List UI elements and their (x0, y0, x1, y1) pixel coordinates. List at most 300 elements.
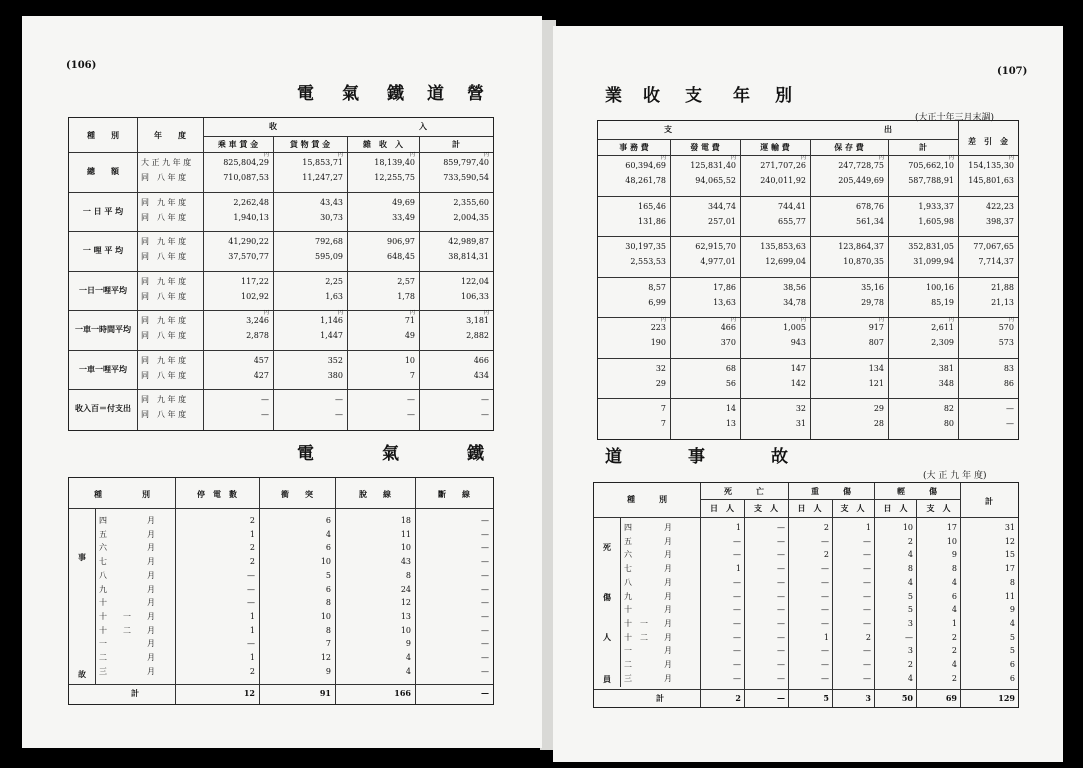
value-cell: 370 (720, 338, 736, 347)
left-mid-title-char: 電 (297, 444, 314, 464)
value-cell: — (777, 632, 785, 642)
value-cell: — (821, 536, 829, 546)
value-cell: 427 (253, 370, 269, 380)
row-group-label: 一 哩 平 均 (82, 245, 124, 255)
total-cell: 69 (945, 693, 957, 703)
value-cell: 34,78 (783, 297, 806, 307)
value-cell: — (777, 591, 785, 601)
value-cell: — (821, 660, 829, 669)
value-cell: 9 (951, 550, 957, 560)
value-cell: 2,882 (466, 331, 489, 340)
year-cell: 同 八 年 度 (141, 173, 187, 182)
value-cell: 457 (253, 355, 269, 365)
month-cell: 十 月 (624, 605, 672, 615)
column-rule (137, 118, 138, 430)
value-cell: 7,714,37 (978, 257, 1014, 266)
value-cell: 9 (405, 639, 411, 649)
value-cell: — (905, 632, 913, 642)
value-cell: — (777, 564, 785, 574)
value-cell: 5 (1009, 646, 1015, 656)
value-cell: 8 (951, 564, 957, 574)
column-header: 貨 物 賃 金 (289, 139, 331, 149)
value-cell: 1 (823, 632, 829, 642)
value-cell: 31 (795, 419, 806, 428)
column-header: 保 存 費 (834, 142, 864, 152)
month-cell: 十 二 月 (624, 632, 672, 642)
value-cell: 807 (868, 338, 884, 347)
side-label: 傷 (603, 592, 611, 602)
value-cell: 1,146 (320, 316, 343, 325)
value-cell: 31,099,94 (913, 257, 954, 266)
value-cell: 12 (1004, 536, 1015, 546)
value-cell: — (733, 673, 741, 683)
column-header: 計 (919, 142, 927, 152)
right-page-number: (107) (997, 66, 1028, 77)
value-cell: — (481, 584, 489, 594)
value-cell: 205,449,69 (838, 176, 884, 185)
value-cell: 56 (725, 378, 736, 388)
expense-header: 支 (664, 124, 672, 134)
value-cell: — (247, 570, 255, 580)
value-cell: — (481, 653, 489, 662)
value-cell: 744,41 (778, 201, 806, 211)
value-cell: 4,977,01 (700, 257, 736, 266)
value-cell: 147 (790, 363, 806, 373)
value-cell: 6 (325, 584, 331, 594)
row-rule (598, 358, 1018, 359)
value-cell: 14 (725, 404, 736, 413)
value-cell: 29 (873, 404, 884, 413)
month-cell: 九 月 (624, 591, 672, 601)
year-cell: 同 九 年 度 (141, 237, 187, 246)
type-header: 種 別 (627, 494, 667, 504)
value-cell: 3,181 (466, 316, 489, 325)
value-cell: — (335, 395, 343, 404)
value-cell: — (247, 584, 255, 594)
value-cell: 2,553,53 (630, 257, 666, 266)
value-cell: 4 (405, 666, 411, 676)
value-cell: 17 (946, 523, 957, 532)
unit-label: 円 (337, 310, 343, 316)
value-cell: 29 (655, 378, 666, 388)
value-cell: — (777, 577, 785, 587)
value-cell: 906,97 (387, 237, 415, 246)
right-title-char: 別 (775, 86, 792, 106)
total-cell: 2 (735, 693, 741, 703)
value-cell: — (733, 550, 741, 560)
value-cell: 2,57 (397, 276, 415, 286)
value-cell: 37,570,77 (228, 252, 269, 261)
value-cell: — (777, 660, 785, 669)
value-cell: 1 (951, 618, 957, 628)
value-cell: 247,728,75 (838, 161, 884, 170)
value-cell: 10 (902, 523, 913, 532)
column-header: 斷 線 (438, 489, 470, 499)
unit-label: 円 (660, 317, 666, 323)
value-cell: 18,139,40 (374, 158, 415, 167)
month-cell: 六 月 (624, 550, 672, 560)
right-page (553, 26, 1063, 762)
right-title-char: 收 (643, 86, 660, 106)
value-cell: 3,246 (246, 316, 269, 325)
row-group-label: 收入百＝付支出 (75, 403, 131, 413)
value-cell: 344,74 (708, 201, 736, 211)
value-cell: — (733, 536, 741, 546)
value-cell: — (863, 618, 871, 628)
left-revenue-table (68, 117, 494, 431)
balance-header: 差 引 金 (968, 136, 1008, 146)
value-cell: 710,087,53 (223, 173, 269, 182)
income-header: 收 (269, 121, 277, 131)
value-cell: — (481, 395, 489, 404)
row-rule (69, 192, 493, 193)
value-cell: 11 (400, 529, 411, 539)
value-cell: 4 (325, 529, 331, 539)
value-cell: 17 (1004, 564, 1015, 574)
value-cell: 6 (1009, 673, 1015, 683)
value-cell: 2 (865, 632, 871, 642)
value-cell: 2 (907, 536, 913, 546)
row-rule (69, 508, 493, 509)
value-cell: — (481, 516, 489, 525)
value-cell: 4 (405, 653, 411, 662)
column-header: 乘 車 賃 金 (217, 139, 259, 149)
value-cell: 5 (907, 605, 913, 615)
value-cell: 733,590,54 (443, 173, 489, 182)
value-cell: — (821, 618, 829, 628)
value-cell: 190 (650, 338, 666, 347)
value-cell: 10 (320, 611, 331, 621)
value-cell: 48,261,78 (625, 176, 666, 185)
year-cell: 同 九 年 度 (141, 395, 187, 404)
right-mid-title-char: 故 (771, 447, 788, 467)
total-cell: 50 (901, 693, 913, 703)
year-cell: 同 八 年 度 (141, 212, 187, 222)
value-cell: 49,69 (392, 197, 415, 207)
value-cell: 466 (720, 323, 736, 332)
year-cell: 同 八 年 度 (141, 370, 187, 380)
value-cell: 5 (907, 591, 913, 601)
right-title-char: 業 (605, 86, 622, 106)
value-cell: 8 (907, 564, 913, 574)
value-cell: 77,067,65 (973, 242, 1014, 251)
row-rule (69, 389, 493, 390)
value-cell: — (1006, 404, 1014, 413)
value-cell: 1 (249, 625, 255, 635)
value-cell: 11 (1004, 591, 1015, 601)
value-cell: 352 (327, 355, 343, 365)
row-rule (598, 277, 1018, 278)
value-cell: 10 (320, 557, 331, 567)
value-cell: 271,707,26 (760, 161, 806, 170)
row-group-label: 總 額 (87, 166, 119, 176)
unit-label: 円 (800, 155, 806, 161)
value-cell: — (481, 529, 489, 539)
value-cell: 142 (790, 378, 806, 388)
value-cell: 1,78 (397, 291, 415, 301)
month-cell: 三 月 (624, 673, 672, 683)
value-cell: 4 (907, 673, 913, 683)
total-header: 計 (985, 496, 993, 506)
value-cell: 13 (400, 611, 411, 621)
value-cell: 8 (405, 570, 411, 580)
value-cell: 2 (951, 632, 957, 642)
value-cell: 1,933,37 (918, 201, 954, 211)
value-cell: 12 (320, 653, 331, 662)
unit-label: 円 (483, 152, 489, 158)
value-cell: 1 (735, 523, 741, 532)
value-cell: 7 (409, 370, 415, 380)
value-cell: 122,04 (461, 276, 489, 286)
value-cell: 8 (325, 598, 331, 608)
group-header: 死 亡 (724, 486, 764, 496)
value-cell: 2,004,35 (453, 212, 489, 222)
row-rule (598, 398, 1018, 399)
value-cell: — (481, 543, 489, 553)
value-cell: — (261, 395, 269, 404)
right-casualty-table (593, 482, 1019, 708)
value-cell: 100,16 (926, 282, 954, 292)
group-header: 輕 傷 (897, 486, 937, 496)
value-cell: 1,005 (783, 323, 806, 332)
sub-header: 日 人 (710, 503, 734, 513)
value-cell: 3 (907, 646, 913, 656)
right-title-char: 支 (685, 86, 702, 106)
column-header: 雜 收 入 (363, 139, 403, 149)
left-title-char: 電 (297, 84, 314, 104)
left-title-char: 營 (467, 84, 484, 104)
value-cell: — (821, 564, 829, 574)
side-label: 員 (603, 674, 611, 684)
total-cell: — (481, 688, 489, 698)
unit-label: 円 (800, 317, 806, 323)
value-cell: — (777, 536, 785, 546)
value-cell: — (335, 410, 343, 419)
value-cell: 15,853,71 (302, 158, 343, 167)
month-cell: 七 月 (624, 564, 672, 574)
right-year-note: (大 正 九 年 度) (923, 471, 987, 481)
right-expense-table (597, 120, 1019, 440)
value-cell: — (733, 646, 741, 656)
left-accident-table (68, 477, 494, 705)
value-cell: 381 (938, 363, 954, 373)
value-cell: 43,43 (320, 197, 343, 207)
value-cell: 42,989,87 (448, 237, 489, 246)
value-cell: 7 (660, 404, 666, 413)
value-cell: 655,77 (778, 216, 806, 226)
value-cell: — (481, 570, 489, 580)
value-cell: 21,13 (991, 297, 1014, 307)
total-cell: 3 (865, 693, 871, 703)
value-cell: 71 (404, 316, 415, 325)
value-cell: 4 (907, 577, 913, 587)
value-cell: 32 (795, 404, 806, 413)
month-cell: 五 月 (624, 536, 672, 546)
value-cell: — (863, 564, 871, 574)
value-cell: 4 (907, 550, 913, 560)
sub-header: 支 人 (840, 503, 865, 513)
value-cell: — (407, 410, 415, 419)
column-header: 事 務 費 (619, 142, 649, 152)
month-cell: 四 月 (624, 523, 672, 532)
column-header: 衝 突 (281, 489, 313, 499)
left-mid-title-char: 氣 (382, 444, 399, 464)
value-cell: 15 (1004, 550, 1015, 560)
value-cell: 943 (790, 338, 806, 347)
value-cell: 12,699,04 (765, 257, 806, 266)
type-header: 種 別 (94, 489, 150, 499)
value-cell: 1,63 (325, 291, 343, 301)
column-header: 脫 線 (359, 489, 391, 499)
value-cell: 595,09 (315, 252, 343, 261)
value-cell: 1,940,13 (233, 212, 269, 222)
sub-header: 支 人 (754, 503, 778, 513)
left-title-char: 氣 (342, 84, 359, 104)
column-header: 發 電 費 (690, 142, 720, 152)
unit-label: 円 (483, 310, 489, 316)
row-group-label: 一車一時間平均 (75, 324, 131, 334)
value-cell: — (407, 395, 415, 404)
value-cell: — (821, 591, 829, 601)
month-cell: 三 月 (99, 666, 155, 676)
value-cell: 135,853,63 (760, 242, 806, 251)
value-cell: 2,262,48 (233, 197, 269, 207)
value-cell: — (777, 646, 785, 656)
value-cell: 2,309 (931, 338, 954, 347)
value-cell: 17,86 (713, 282, 736, 292)
value-cell: 570 (998, 323, 1014, 332)
row-rule (69, 271, 493, 272)
value-cell: 2 (951, 673, 957, 683)
value-cell: 154,135,30 (968, 161, 1014, 170)
value-cell: — (733, 577, 741, 587)
sub-header: 日 人 (797, 503, 822, 513)
value-cell: 257,01 (708, 216, 736, 226)
value-cell: 792,68 (315, 237, 343, 246)
value-cell: 434 (473, 370, 489, 380)
side-label: 死 (603, 542, 611, 552)
value-cell: — (247, 598, 255, 608)
year-cell: 同 八 年 度 (141, 252, 187, 261)
value-cell: 94,065,52 (695, 176, 736, 185)
value-cell: — (863, 660, 871, 669)
total-cell: 129 (998, 693, 1015, 703)
left-title-char: 道 (427, 84, 444, 104)
value-cell: 5 (325, 570, 331, 580)
value-cell: — (481, 625, 489, 635)
value-cell: 123,864,37 (838, 242, 884, 251)
row-rule (69, 350, 493, 351)
row-group-label: 一 日 平 均 (82, 205, 124, 216)
group-header: 重 傷 (811, 486, 851, 496)
value-cell: 9 (325, 666, 331, 676)
value-cell: 3 (907, 618, 913, 628)
year-cell: 同 八 年 度 (141, 291, 187, 301)
value-cell: 240,011,92 (760, 176, 806, 185)
month-cell: 二 月 (99, 653, 155, 662)
value-cell: 10 (946, 536, 957, 546)
total-cell: 91 (319, 688, 331, 698)
unit-label: 円 (948, 155, 954, 161)
side-label: 人 (603, 632, 611, 642)
value-cell: 102,92 (241, 291, 269, 301)
value-cell: 2 (951, 646, 957, 656)
unit-label: 円 (730, 317, 736, 323)
value-cell: 2,878 (246, 331, 269, 340)
value-cell: 68 (725, 363, 736, 373)
column-header: 計 (452, 139, 460, 149)
month-cell: 六 月 (99, 543, 155, 553)
value-cell: 6 (325, 516, 331, 525)
type-header: 種 別 (87, 130, 119, 140)
value-cell: 917 (868, 323, 884, 332)
month-cell: 八 月 (99, 570, 155, 580)
value-cell: 2 (907, 660, 913, 669)
year-cell: 同 八 年 度 (141, 331, 187, 340)
value-cell: — (733, 618, 741, 628)
row-rule (69, 684, 493, 685)
value-cell: 24 (400, 584, 411, 594)
value-cell: 134 (868, 363, 884, 373)
expense-header: 出 (884, 124, 892, 134)
month-cell: 一 月 (624, 646, 672, 656)
value-cell: 30,197,35 (625, 242, 666, 251)
row-rule (598, 196, 1018, 197)
value-cell: 125,831,40 (690, 161, 736, 170)
value-cell: 825,804,29 (223, 158, 269, 167)
row-rule (598, 139, 958, 140)
value-cell: 7 (325, 639, 331, 649)
value-cell: — (777, 523, 785, 532)
value-cell: 2 (249, 666, 255, 676)
value-cell: 2,355,60 (453, 197, 489, 207)
value-cell: 13 (725, 419, 736, 428)
value-cell: — (733, 591, 741, 601)
value-cell: 4 (951, 660, 957, 669)
value-cell: 4 (951, 577, 957, 587)
value-cell: 41,290,22 (228, 237, 269, 246)
unit-label: 円 (409, 310, 415, 316)
row-rule (598, 236, 1018, 237)
value-cell: 6 (325, 543, 331, 553)
value-cell: — (821, 646, 829, 656)
value-cell: 80 (943, 419, 954, 428)
month-cell: 十 一 月 (624, 618, 672, 628)
value-cell: 587,788,91 (908, 176, 954, 185)
year-cell: 大 正 九 年 度 (141, 158, 192, 167)
row-rule (594, 689, 1018, 690)
value-cell: 648,45 (387, 252, 415, 261)
value-cell: 10,870,35 (843, 257, 884, 266)
value-cell: 2 (823, 550, 829, 560)
value-cell: — (247, 639, 255, 649)
column-header: 停 電 數 (197, 489, 237, 499)
value-cell: 106,33 (461, 291, 489, 301)
left-page-number: (106) (66, 60, 97, 71)
unit-label: 円 (1008, 155, 1014, 161)
value-cell: 28 (873, 419, 884, 428)
value-cell: 2,25 (325, 276, 343, 286)
total-cell: — (777, 693, 785, 703)
year-cell: 同 九 年 度 (141, 276, 187, 286)
month-cell: 八 月 (624, 577, 672, 587)
row-rule (700, 499, 960, 500)
value-cell: 398,37 (986, 216, 1014, 226)
value-cell: 49 (404, 331, 415, 340)
value-cell: 62,915,70 (695, 242, 736, 251)
sub-header: 日 人 (883, 503, 908, 513)
column-rule (620, 517, 621, 687)
